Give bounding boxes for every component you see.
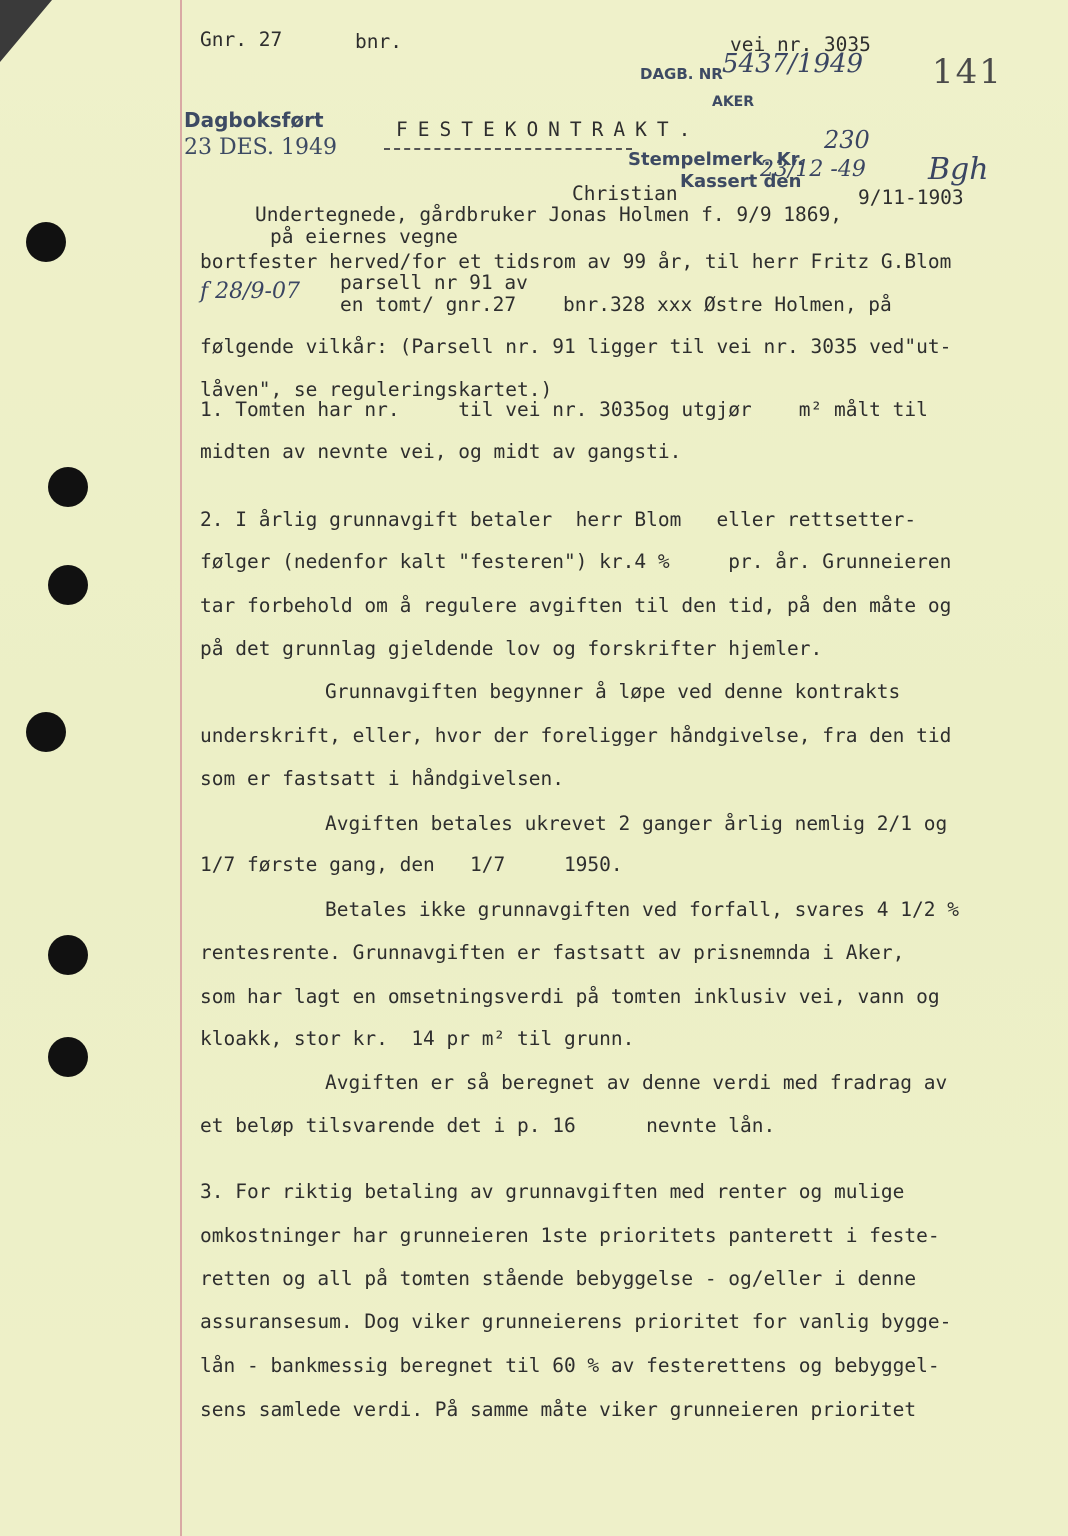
binder-hole: [48, 565, 88, 605]
body-line: 2. I årlig grunnavgift betaler herr Blom eller rettsetter-: [200, 508, 917, 531]
body-line: kloakk, stor kr. 14 pr m² til grunn.: [200, 1027, 635, 1050]
body-line: Avgiften er så beregnet av denne verdi med fradrag av: [325, 1071, 948, 1094]
body-line: 1/7 første gang, den 1/7 1950.: [200, 853, 623, 876]
kassert-value: 23/12 -49: [760, 157, 866, 182]
initials-signature: Bgh: [928, 152, 989, 187]
body-line: en tomt/ gnr.27 bnr.328 xxx Østre Holmen, på: [340, 293, 892, 316]
binder-hole: [48, 1037, 88, 1077]
binder-hole: [26, 712, 66, 752]
body-line: låven", se reguleringskartet.): [200, 378, 553, 401]
dagb-stamp-value: 5437/1949: [722, 49, 864, 79]
body-line: omkostninger har grunneieren 1ste prioritets panterett i feste-: [200, 1224, 940, 1247]
header-vei: vei nr. 3035: [730, 33, 871, 56]
handwritten-birth-date: f 28/9-07: [200, 279, 300, 304]
body-line: følgende vilkår: (Parsell nr. 91 ligger til vei nr. 3035 ved"ut-: [200, 335, 952, 358]
body-line: Avgiften betales ukrevet 2 ganger årlig nemlig 2/1 og: [325, 812, 948, 835]
body-line: bortfester herved/for et tidsrom av 99 år, til herr Fritz G.Blom: [200, 250, 952, 273]
title-underline: [384, 148, 632, 150]
dagboksfort-stamp: Dagboksført: [184, 108, 324, 132]
body-line: 1. Tomten har nr. til vei nr. 3035og utgjør m² målt til: [200, 398, 928, 421]
binder-hole: [48, 467, 88, 507]
kassert-stamp: Kassert den: [680, 171, 802, 192]
christian-text: Christian: [572, 182, 678, 205]
body-line: parsell nr 91 av: [340, 271, 528, 294]
header-gnr: Gnr. 27: [200, 28, 283, 51]
stempelmerke-stamp: Stempelmerk. Kr.: [628, 149, 804, 170]
dagb-stamp-label: DAGB. NR: [640, 65, 723, 83]
body-line: et beløp tilsvarende det i p. 16 nevnte lån.: [200, 1114, 776, 1137]
body-line: Undertegnede, gårdbruker Jonas Holmen f. 9/9 1869,: [255, 203, 842, 226]
binder-hole: [26, 222, 66, 262]
body-line: følger (nedenfor kalt "festeren") kr.4 % pr. år. Grunneieren: [200, 550, 952, 573]
body-line: på eiernes vegne: [270, 225, 458, 248]
body-line: som har lagt en omsetningsverdi på tomten inklusiv vei, vann og: [200, 985, 940, 1008]
body-line: Grunnavgiften begynner å løpe ved denne kontrakts: [325, 680, 901, 703]
body-line: retten og all på tomten stående bebyggelse - og/eller i denne: [200, 1267, 917, 1290]
body-line: sens samlede verdi. På samme måte viker grunneieren prioritet: [200, 1398, 917, 1421]
date-stamp: 23 DES. 1949: [184, 135, 337, 160]
body-line: lån - bankmessig beregnet til 60 % av festerettens og bebyggel-: [200, 1354, 940, 1377]
body-line: midten av nevnte vei, og midt av gangsti.: [200, 440, 682, 463]
body-line: tar forbehold om å regulere avgiften til den tid, på den måte og: [200, 594, 952, 617]
body-line: rentesrente. Grunnavgiften er fastsatt av prisnemnda i Aker,: [200, 941, 905, 964]
folded-corner: [0, 0, 52, 62]
margin-line: [180, 0, 182, 1536]
body-line: underskrift, eller, hvor der foreligger håndgivelse, fra den tid: [200, 724, 952, 747]
page-number: 141: [932, 52, 1003, 92]
stempel-value: 230: [824, 126, 870, 154]
body-line: assuransesum. Dog viker grunneierens prioritet for vanlig bygge-: [200, 1310, 952, 1333]
header-bnr: bnr.: [355, 30, 402, 53]
body-line: Betales ikke grunnavgiften ved forfall, svares 4 1/2 %: [325, 898, 959, 921]
body-line: på det grunnlag gjeldende lov og forskrifter hjemler.: [200, 637, 823, 660]
date-1903: 9/11-1903: [858, 186, 964, 209]
aker-stamp: AKER: [712, 94, 755, 110]
document-title: FESTEKONTRAKT.: [396, 118, 701, 141]
body-line: som er fastsatt i håndgivelsen.: [200, 767, 564, 790]
body-line: 3. For riktig betaling av grunnavgiften med renter og mulige: [200, 1180, 905, 1203]
binder-hole: [48, 935, 88, 975]
